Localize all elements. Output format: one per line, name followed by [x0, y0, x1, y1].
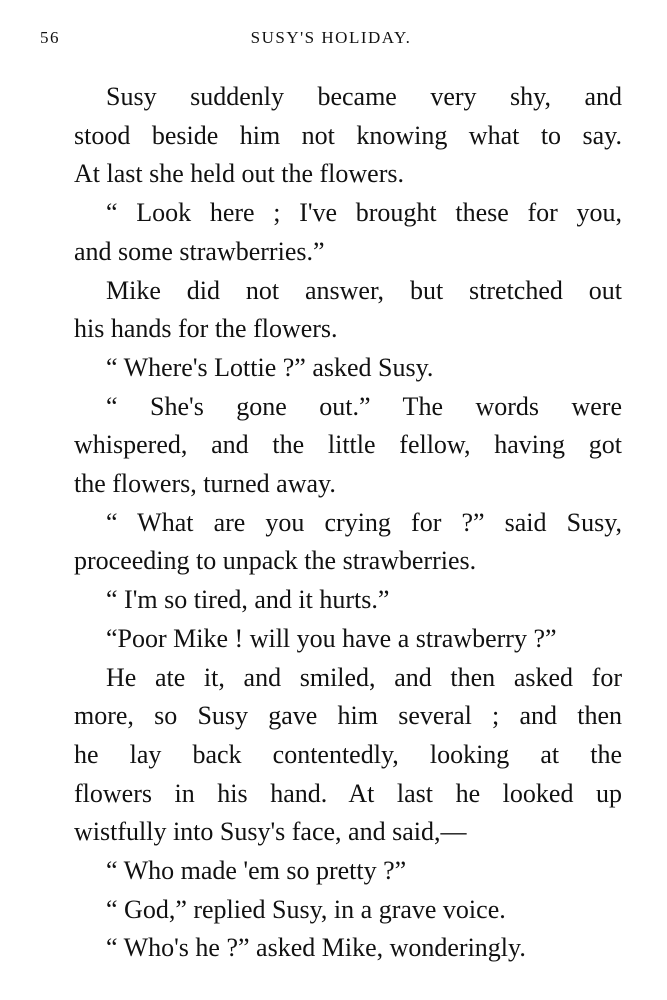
text-line: proceeding to unpack the strawberries.: [74, 546, 477, 576]
body-text: [42, 78, 622, 968]
text-line: whispered, and the little fellow, having got: [74, 430, 622, 460]
text-line: “ She's gone out.” The words were: [106, 391, 622, 421]
paragraph: [42, 659, 622, 853]
text-line: Mike did not answer, but stretched out: [106, 275, 622, 305]
text-line: “ Who made 'em so pretty ?”: [106, 856, 407, 886]
text-line: He ate it, and smiled, and then asked for: [106, 662, 622, 692]
text-line: the flowers, turned away.: [74, 469, 336, 499]
text-line: more, so Susy gave him several ; and then: [74, 701, 622, 731]
text-line: “ God,” replied Susy, in a grave voice.: [106, 894, 506, 924]
page-number: 56: [40, 28, 60, 47]
text-line: “ What are you crying for ?” said Susy,: [106, 507, 622, 537]
paragraph: [42, 78, 622, 194]
paragraph: [42, 272, 622, 349]
paragraph: [42, 349, 622, 388]
running-title: SUSY'S HOLIDAY.: [250, 28, 412, 47]
paragraph: [42, 504, 622, 581]
text-line: flowers in his hand. At last he looked up: [74, 778, 622, 808]
text-line: “ I'm so tired, and it hurts.”: [106, 585, 390, 615]
text-line: wistfully into Susy's face, and said,—: [74, 817, 467, 847]
paragraph: [42, 388, 622, 504]
paragraph: [42, 852, 622, 891]
text-line: his hands for the flowers.: [74, 314, 338, 344]
text-line: “ Look here ; I've brought these for you,: [106, 198, 622, 228]
text-line: Susy suddenly became very shy, and: [106, 82, 622, 111]
text-line: “Poor Mike ! will you have a strawberry ?”: [106, 623, 557, 653]
text-line: “ Who's he ?” asked Mike, wonderingly.: [106, 933, 526, 963]
text-line: “ Where's Lottie ?” asked Susy.: [106, 352, 434, 382]
text-line: he lay back contentedly, looking at the: [74, 739, 622, 769]
paragraph: [42, 194, 622, 271]
page-header: [40, 28, 622, 52]
text-line: stood beside him not knowing what to say.: [74, 120, 622, 150]
text-line: and some strawberries.”: [74, 236, 325, 266]
text-line: At last she held out the flowers.: [74, 159, 404, 189]
paragraph: [42, 620, 622, 659]
paragraph: [42, 891, 622, 930]
paragraph: [42, 929, 622, 968]
paragraph: [42, 581, 622, 620]
